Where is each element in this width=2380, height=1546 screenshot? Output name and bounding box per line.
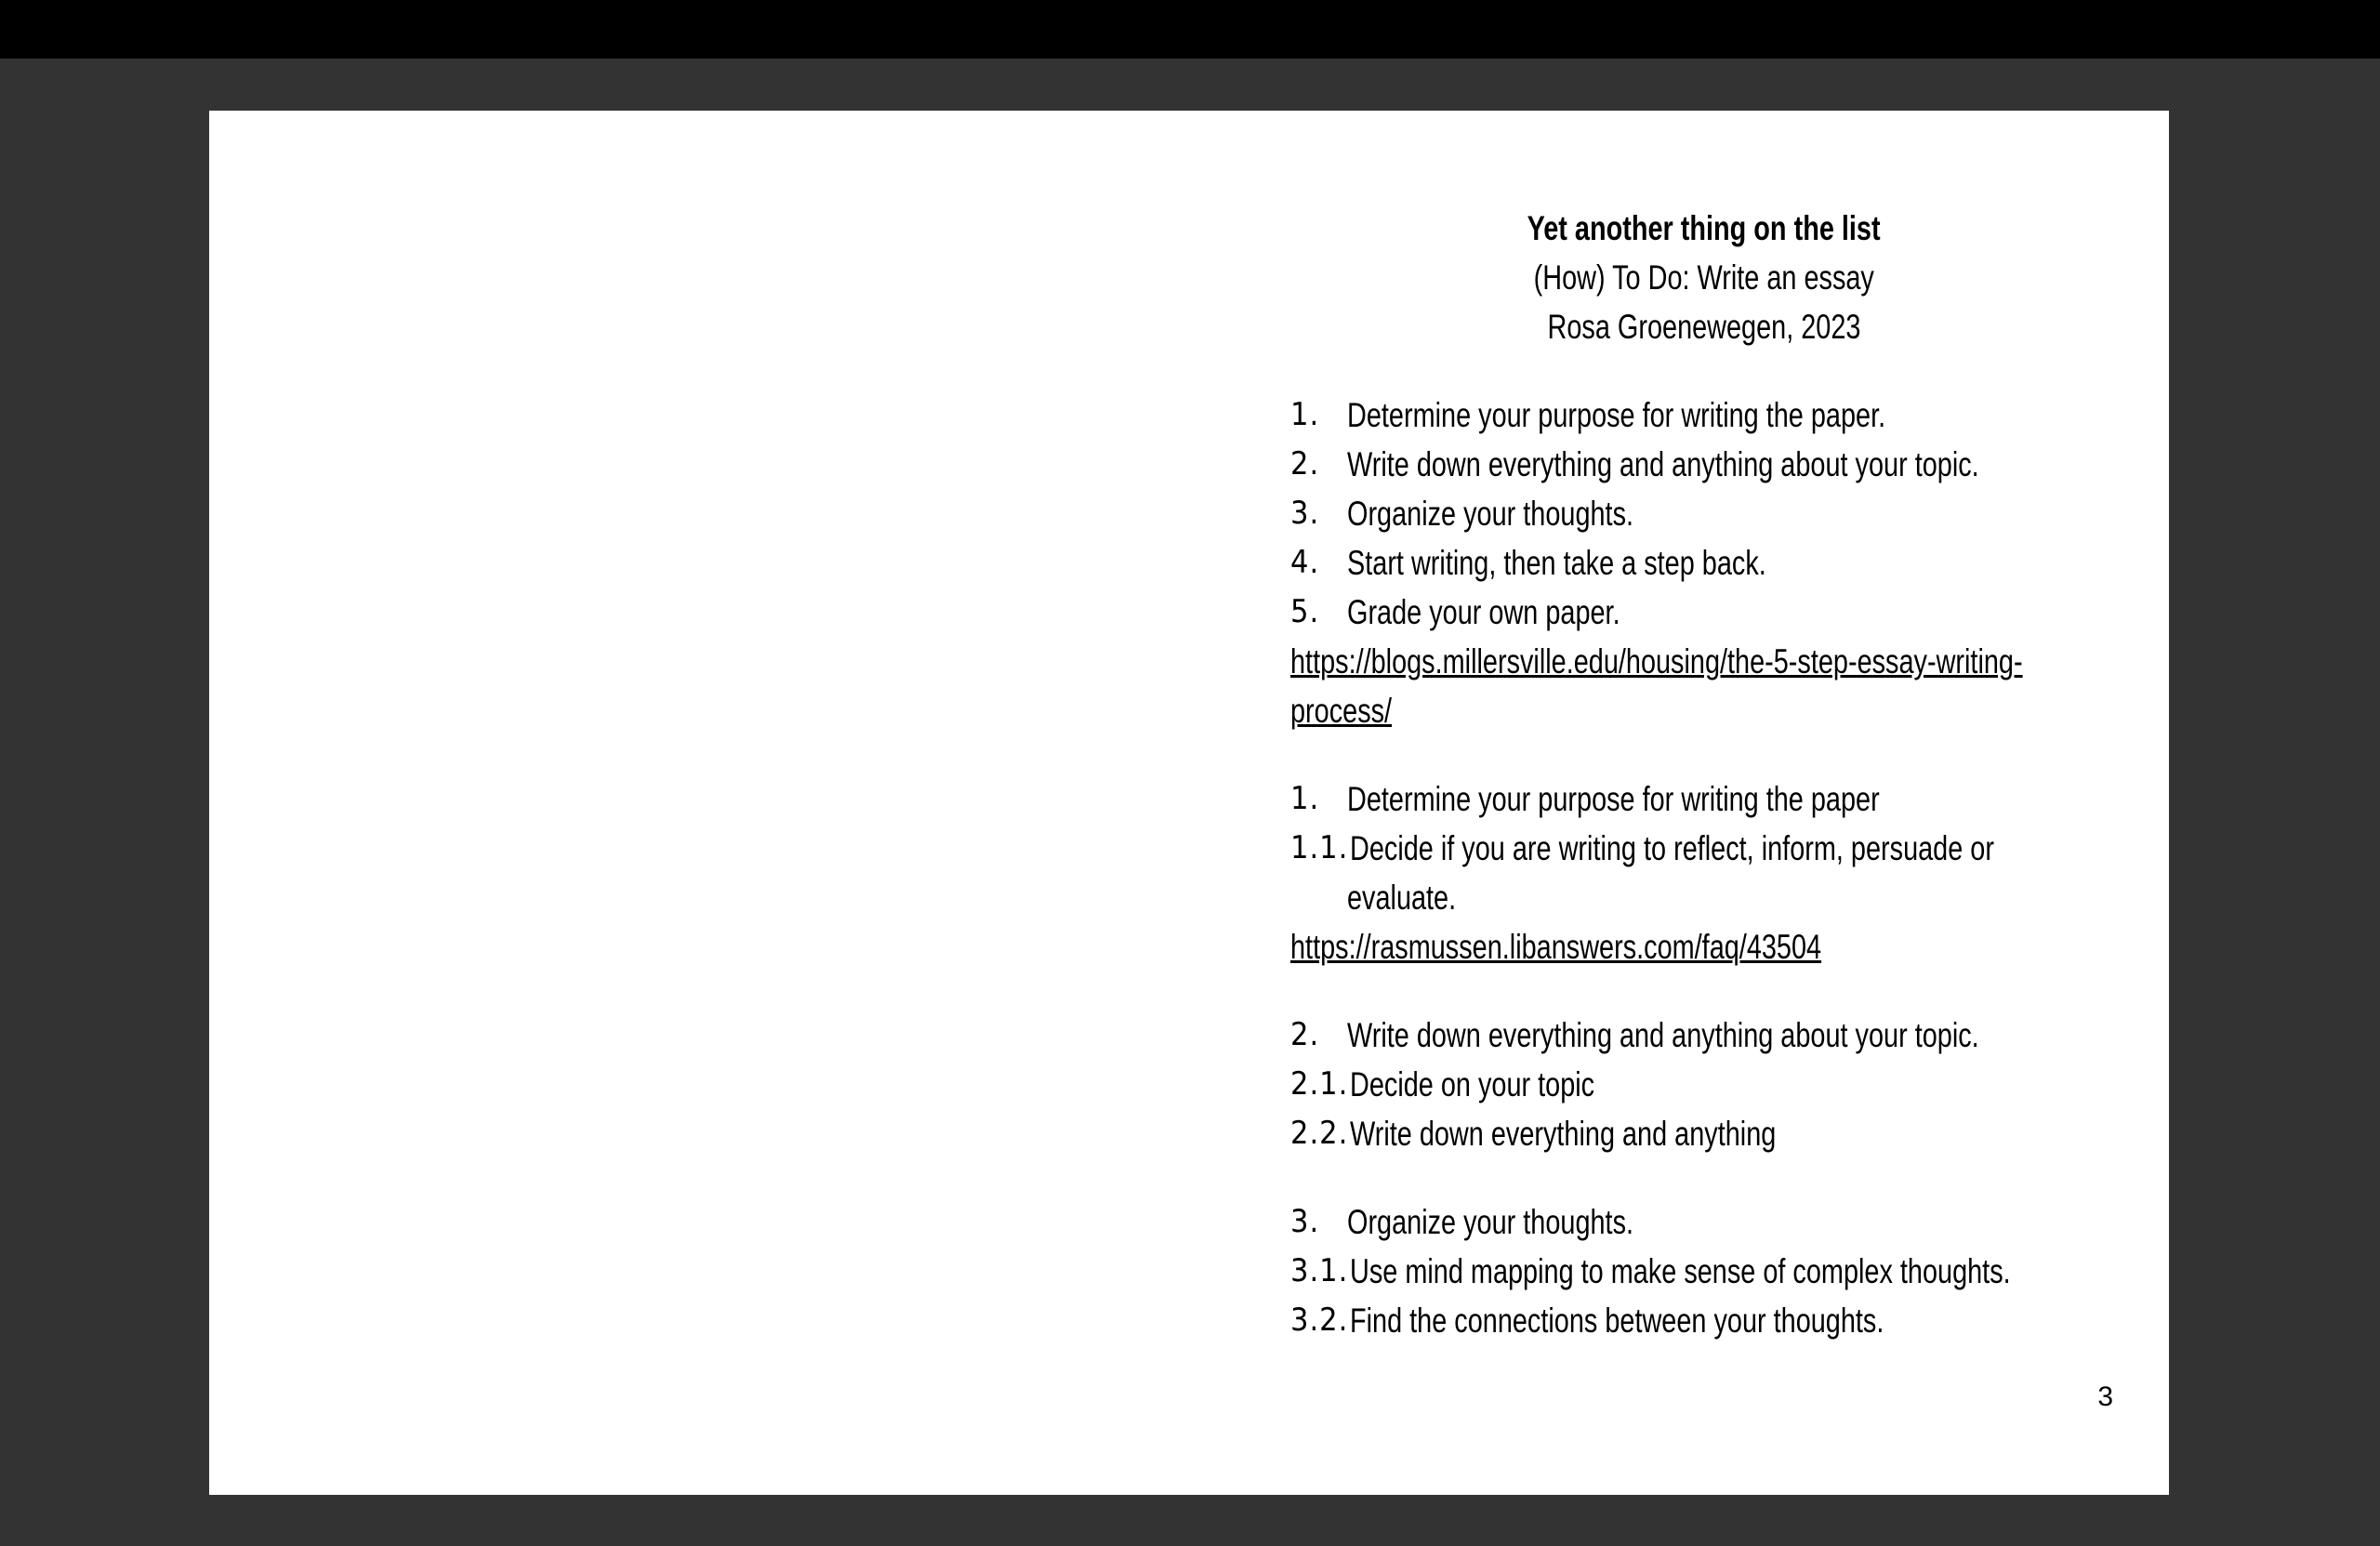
document-page bbox=[209, 111, 2169, 1495]
list-item: 1. Determine your purpose for writing the paper. bbox=[1290, 396, 1886, 434]
section-heading: 3. Organize your thoughts. bbox=[1290, 1203, 1634, 1241]
page-title: Yet another thing on the list bbox=[1527, 209, 1882, 247]
section-heading: 2. Write down everything and anything about your topic. bbox=[1290, 1016, 1979, 1054]
list-item: 4. Start writing, then take a step back. bbox=[1290, 544, 1766, 582]
list-item: 2. Write down everything and anything about your topic. bbox=[1290, 445, 1979, 483]
page-subtitle: (How) To Do: Write an essay bbox=[1533, 258, 1875, 297]
page-number: 3 bbox=[2097, 1381, 2113, 1412]
list-item: 1.1. Decide if you are writing to reflect, inform, persuade or bbox=[1290, 829, 1994, 867]
section-topic bbox=[1290, 1011, 2118, 1158]
section-organize bbox=[1290, 1197, 2118, 1345]
summary-list bbox=[1290, 390, 2118, 637]
page-content bbox=[1290, 204, 2118, 1345]
author-line: Rosa Groenewegen, 2023 bbox=[1547, 308, 1861, 346]
list-item: 5. Grade your own paper. bbox=[1290, 593, 1620, 631]
list-item-continuation: evaluate. bbox=[1347, 879, 1457, 917]
section-purpose bbox=[1290, 774, 2118, 971]
source-link-millersville[interactable]: https://blogs.millersville.edu/housing/the-5-step-essay-writing- process/ bbox=[1290, 642, 2023, 730]
source-link-rasmussen[interactable]: https://rasmussen.libanswers.com/faq/43504 bbox=[1290, 928, 1822, 966]
list-item: 3. Organize your thoughts. bbox=[1290, 495, 1634, 533]
list-item: 2.1. Decide on your topic bbox=[1290, 1065, 1595, 1103]
list-item: 3.2. Find the connections between your thoughts. bbox=[1290, 1302, 1884, 1340]
top-bar bbox=[0, 0, 2380, 59]
list-item: 3.1. Use mind mapping to make sense of complex thoughts. bbox=[1290, 1252, 2011, 1290]
list-item: 2.2. Write down everything and anything bbox=[1290, 1115, 1777, 1153]
section-heading: 1. Determine your purpose for writing the paper bbox=[1290, 780, 1880, 818]
